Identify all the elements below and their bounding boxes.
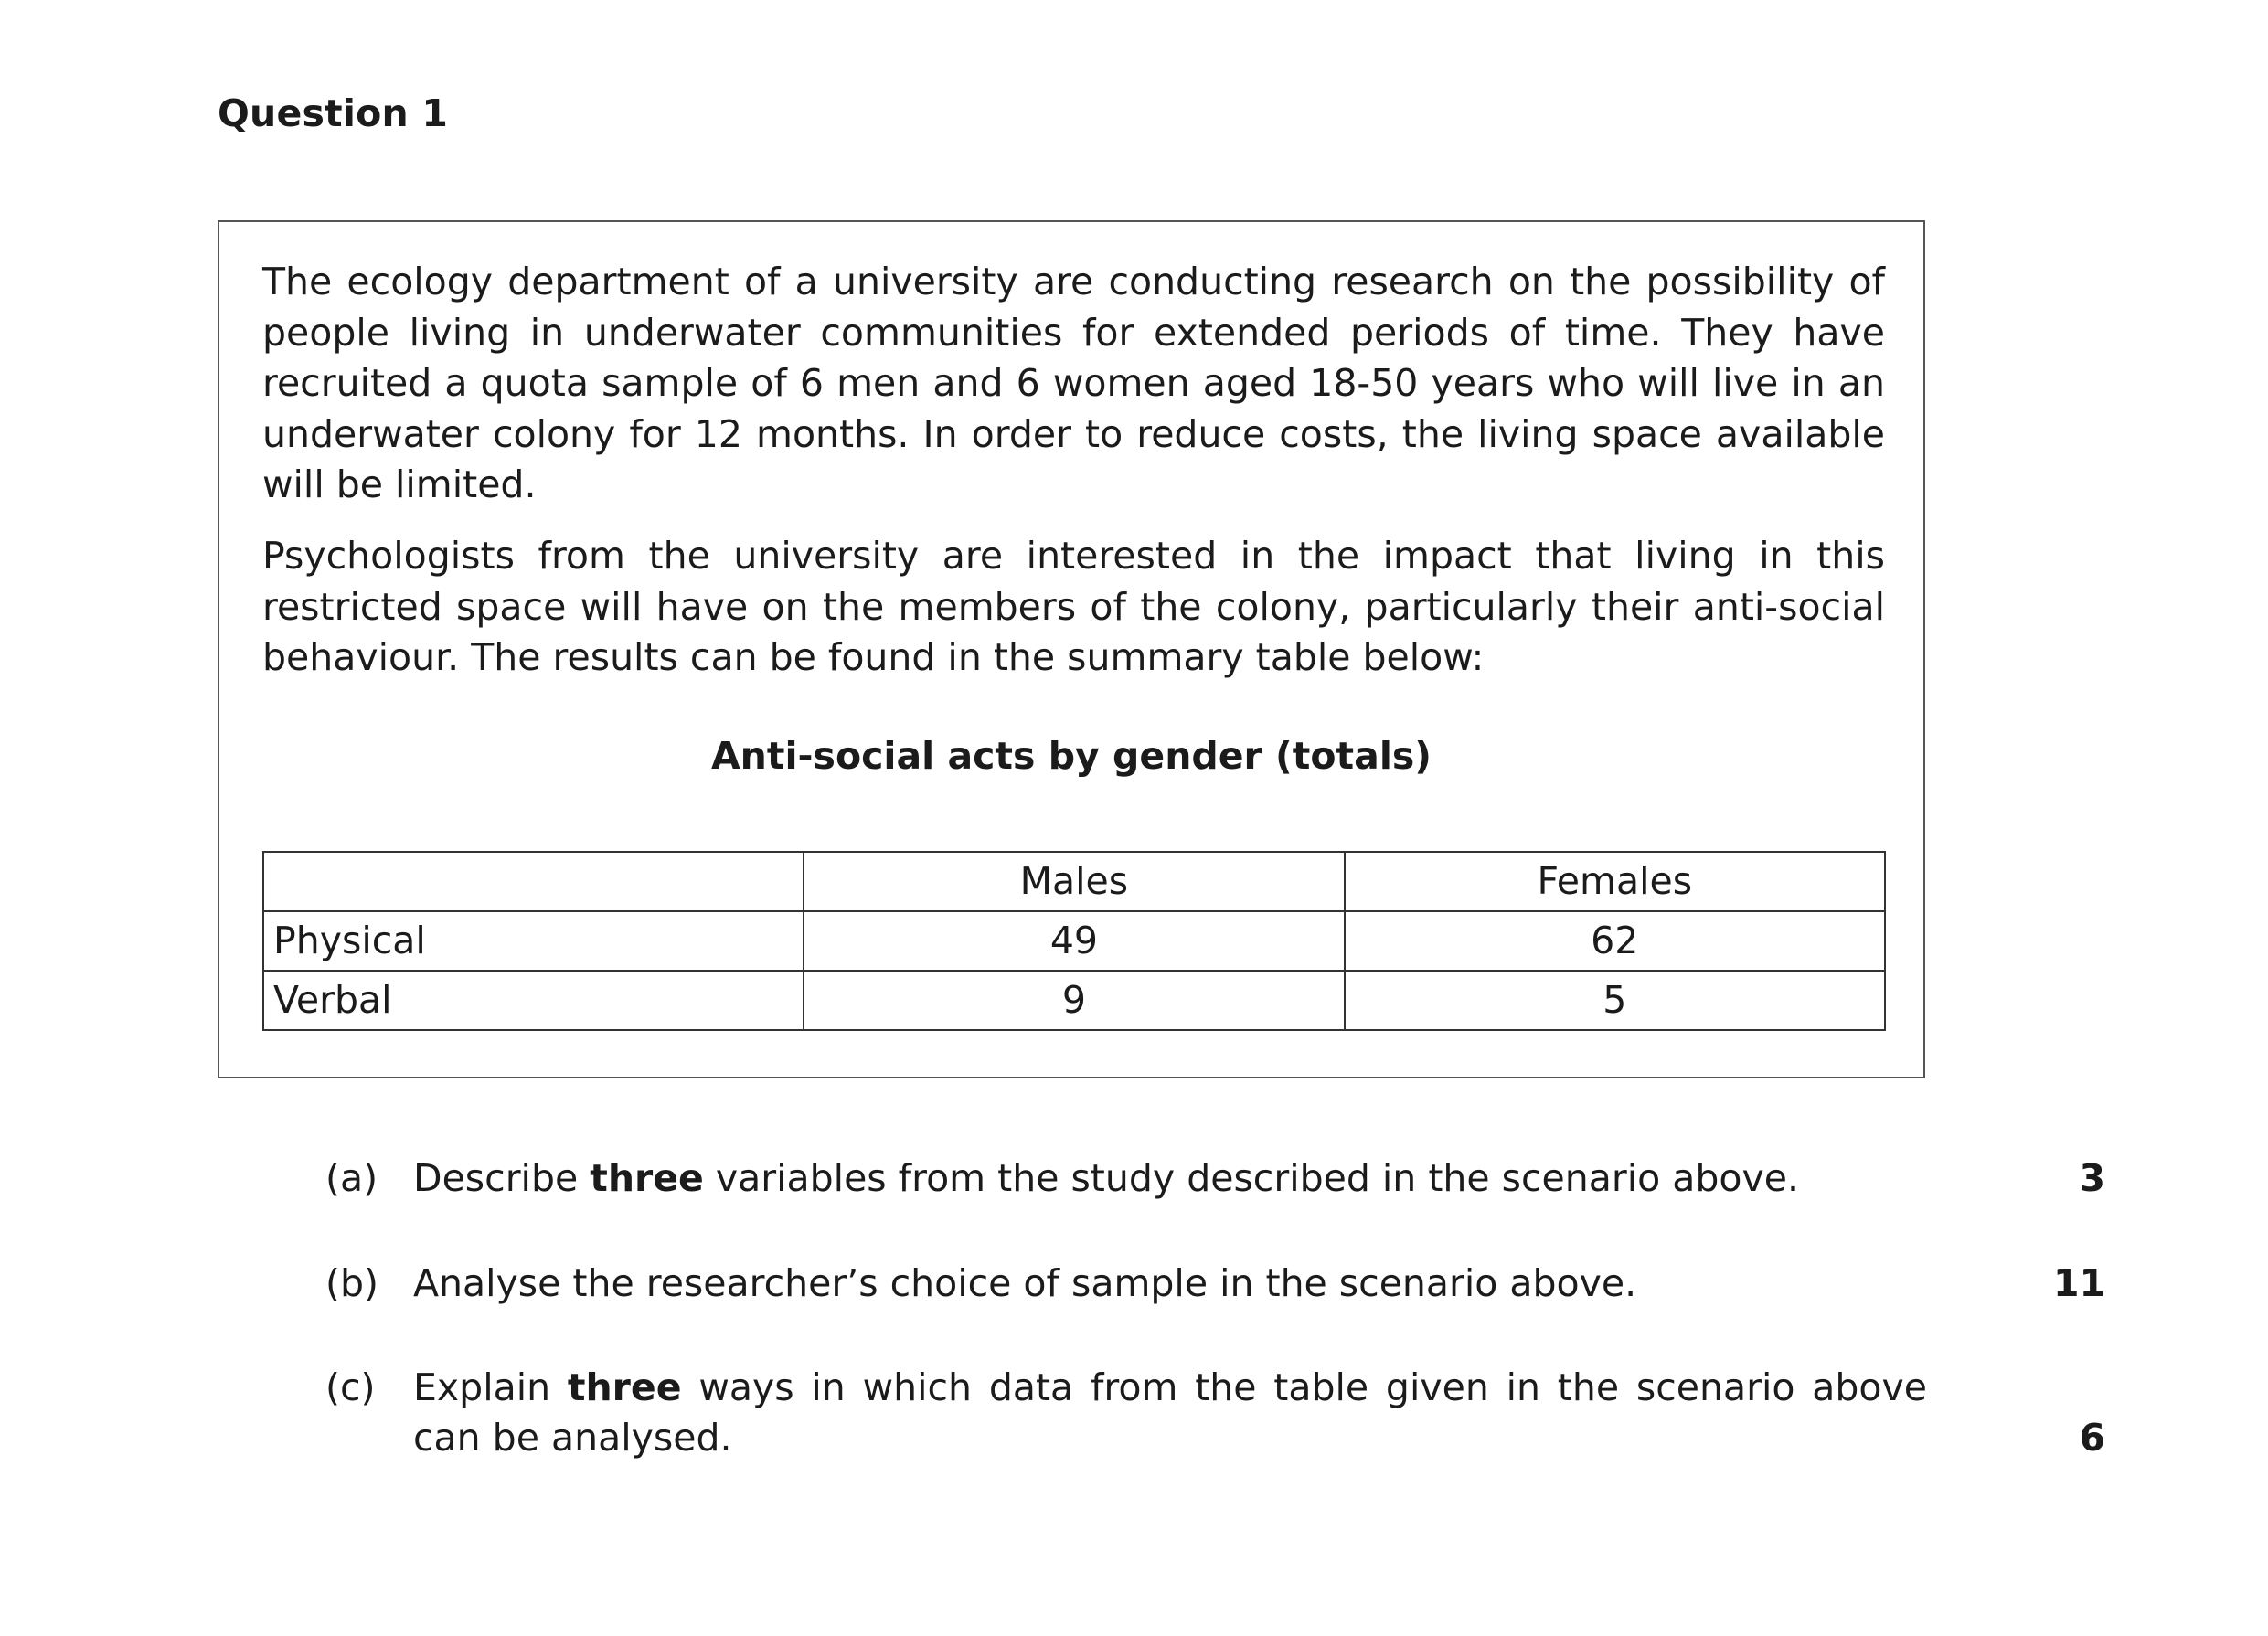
table-header-cell: Females — [1345, 852, 1885, 911]
question-text — [413, 1153, 1927, 1204]
question-text-part: ways in which data from the table given in the scenario above can be analysed. — [413, 1365, 1927, 1460]
table-row — [263, 971, 1885, 1030]
scenario-box — [218, 220, 1925, 1078]
question-text-part: Describe — [413, 1156, 591, 1200]
table-cell: 9 — [804, 971, 1344, 1030]
table-row-label: Verbal — [263, 971, 804, 1030]
question-marks: 11 — [2052, 1261, 2105, 1305]
question-emphasis: three — [567, 1365, 682, 1409]
table-cell: 5 — [1345, 971, 1885, 1030]
question-text-part: variables from the study described in the scenario above. — [703, 1156, 1799, 1200]
table-title: Anti-social acts by gender (totals) — [710, 734, 1432, 778]
scenario-paragraph-2: Psychologists from the university are interested in the impact that living in this restricted space will have on the members of the colony, particularly their anti-social behaviour. The results can be found in the summary table below: — [262, 534, 1885, 679]
scenario-paragraph-1: The ecology department of a university are conducting research on the possibility of people living in underwater communities for extended periods of time. They have recruited a quota sample of 6 men and 6 women aged 18-50 years who will live in an underwater colony for 12 months. In order to reduce costs, the living space available will be limited. — [262, 260, 1885, 506]
question-emphasis: three — [590, 1156, 704, 1200]
question-label: (a) — [325, 1156, 378, 1200]
table-cell: 49 — [804, 911, 1344, 971]
results-table — [262, 851, 1886, 1031]
question-text — [413, 1363, 1927, 1463]
question-heading: Question 1 — [218, 91, 449, 135]
question-text-part: Analyse the researcher’s choice of sample in the scenario above. — [413, 1261, 1637, 1305]
question-text — [413, 1259, 1927, 1309]
question-marks: 6 — [2079, 1416, 2105, 1460]
table-header-cell: Males — [804, 852, 1344, 911]
question-label: (c) — [325, 1365, 376, 1409]
table-header-row — [263, 852, 1885, 911]
table-cell: 62 — [1345, 911, 1885, 971]
table-row — [263, 911, 1885, 971]
question-label: (b) — [325, 1261, 379, 1305]
table-header-cell — [263, 852, 804, 911]
question-marks: 3 — [2079, 1156, 2105, 1200]
table-row-label: Physical — [263, 911, 804, 971]
question-text-part: Explain — [413, 1365, 568, 1409]
